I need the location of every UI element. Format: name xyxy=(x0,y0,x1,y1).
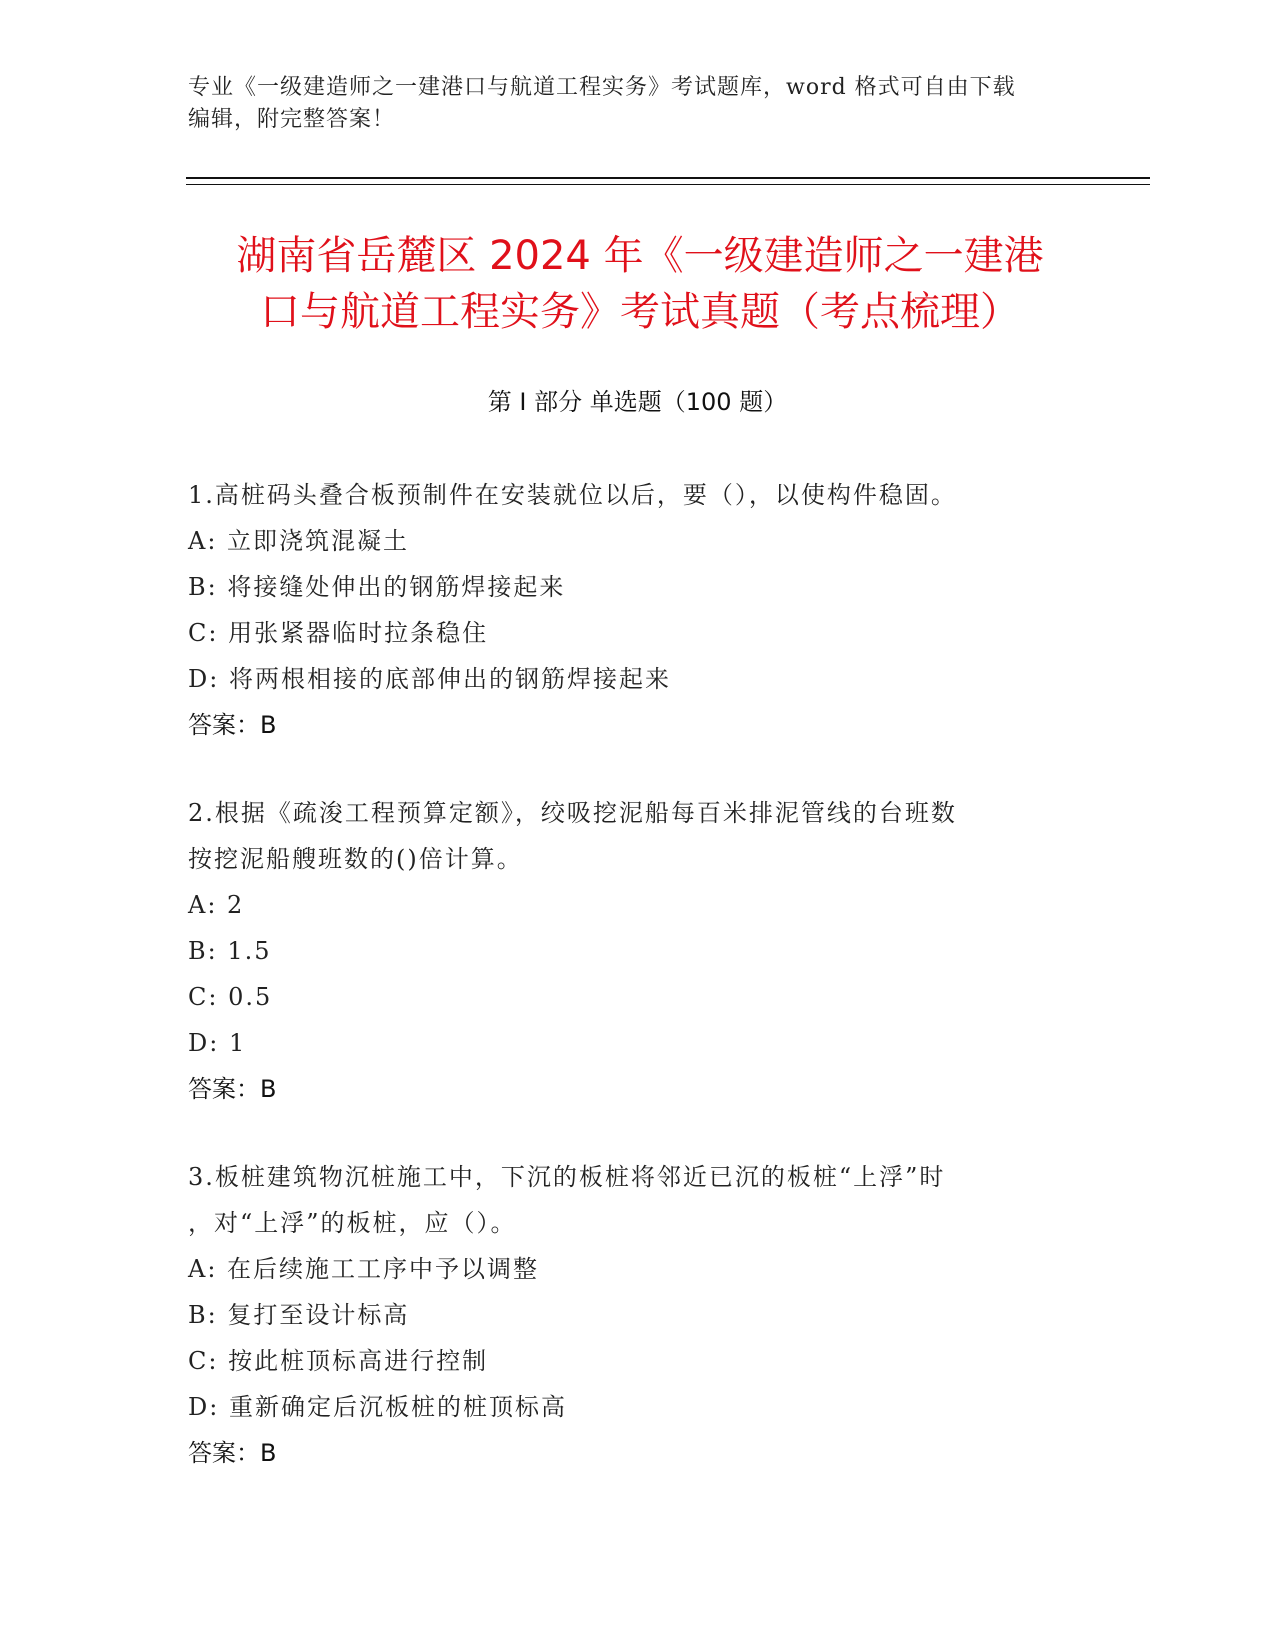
header-rule-thick xyxy=(186,177,1150,179)
question-stem xyxy=(188,790,1068,882)
option-c: C: 按此桩顶标高进行控制 xyxy=(188,1347,489,1375)
header-note-line-2: 编辑，附完整答案！ xyxy=(188,107,396,132)
section-title: 第 I 部分 单选题（100 题） xyxy=(487,388,788,416)
answer-text: 答案：B xyxy=(188,1075,277,1103)
question-stem-line: 1.高桩码头叠合板预制件在安装就位以后，要（），以使构件稳固。 xyxy=(188,481,957,509)
header-note xyxy=(188,72,1068,136)
question-3 xyxy=(188,1154,1068,1476)
document-title-line-1: 湖南省岳麓区 2024 年《一级建造师之一建港 xyxy=(236,233,1044,279)
option-b: B: 1.5 xyxy=(188,937,272,965)
question-stem-line: ，对“上浮”的板桩，应（）。 xyxy=(188,1209,517,1237)
question-stem xyxy=(188,1154,1068,1246)
option-d: D: 将两根相接的底部伸出的钢筋焊接起来 xyxy=(188,665,671,693)
answer-text: 答案：B xyxy=(188,711,277,739)
option-a: A: 2 xyxy=(188,891,245,919)
header-note-line-1: 专业《一级建造师之一建港口与航道工程实务》考试题库，word 格式可自由下载 xyxy=(188,75,1016,100)
answer-text: 答案：B xyxy=(188,1439,277,1467)
question-stem-line: 按挖泥船艘班数的()倍计算。 xyxy=(188,845,523,873)
document-title-line-2: 口与航道工程实务》考试真题（考点梳理） xyxy=(260,289,1020,335)
question-stem-line: 2.根据《疏浚工程预算定额》，绞吸挖泥船每百米排泥管线的台班数 xyxy=(188,799,957,827)
document-title xyxy=(180,228,1100,340)
option-b: B: 复打至设计标高 xyxy=(188,1301,410,1329)
option-d: D: 1 xyxy=(188,1029,247,1057)
question-1 xyxy=(188,472,1068,748)
question-stem xyxy=(188,472,1068,518)
option-d: D: 重新确定后沉板桩的桩顶标高 xyxy=(188,1393,567,1421)
option-c: C: 0.5 xyxy=(188,983,273,1011)
option-b: B: 将接缝处伸出的钢筋焊接起来 xyxy=(188,573,566,601)
option-c: C: 用张紧器临时拉条稳住 xyxy=(188,619,489,647)
option-a: A: 在后续施工工序中予以调整 xyxy=(188,1255,540,1283)
header-rule-thin xyxy=(186,184,1150,185)
question-stem-line: 3.板桩建筑物沉桩施工中，下沉的板桩将邻近已沉的板桩“上浮”时 xyxy=(188,1163,946,1191)
question-2 xyxy=(188,790,1068,1112)
question-list xyxy=(188,472,1068,1518)
option-a: A: 立即浇筑混凝土 xyxy=(188,527,410,555)
